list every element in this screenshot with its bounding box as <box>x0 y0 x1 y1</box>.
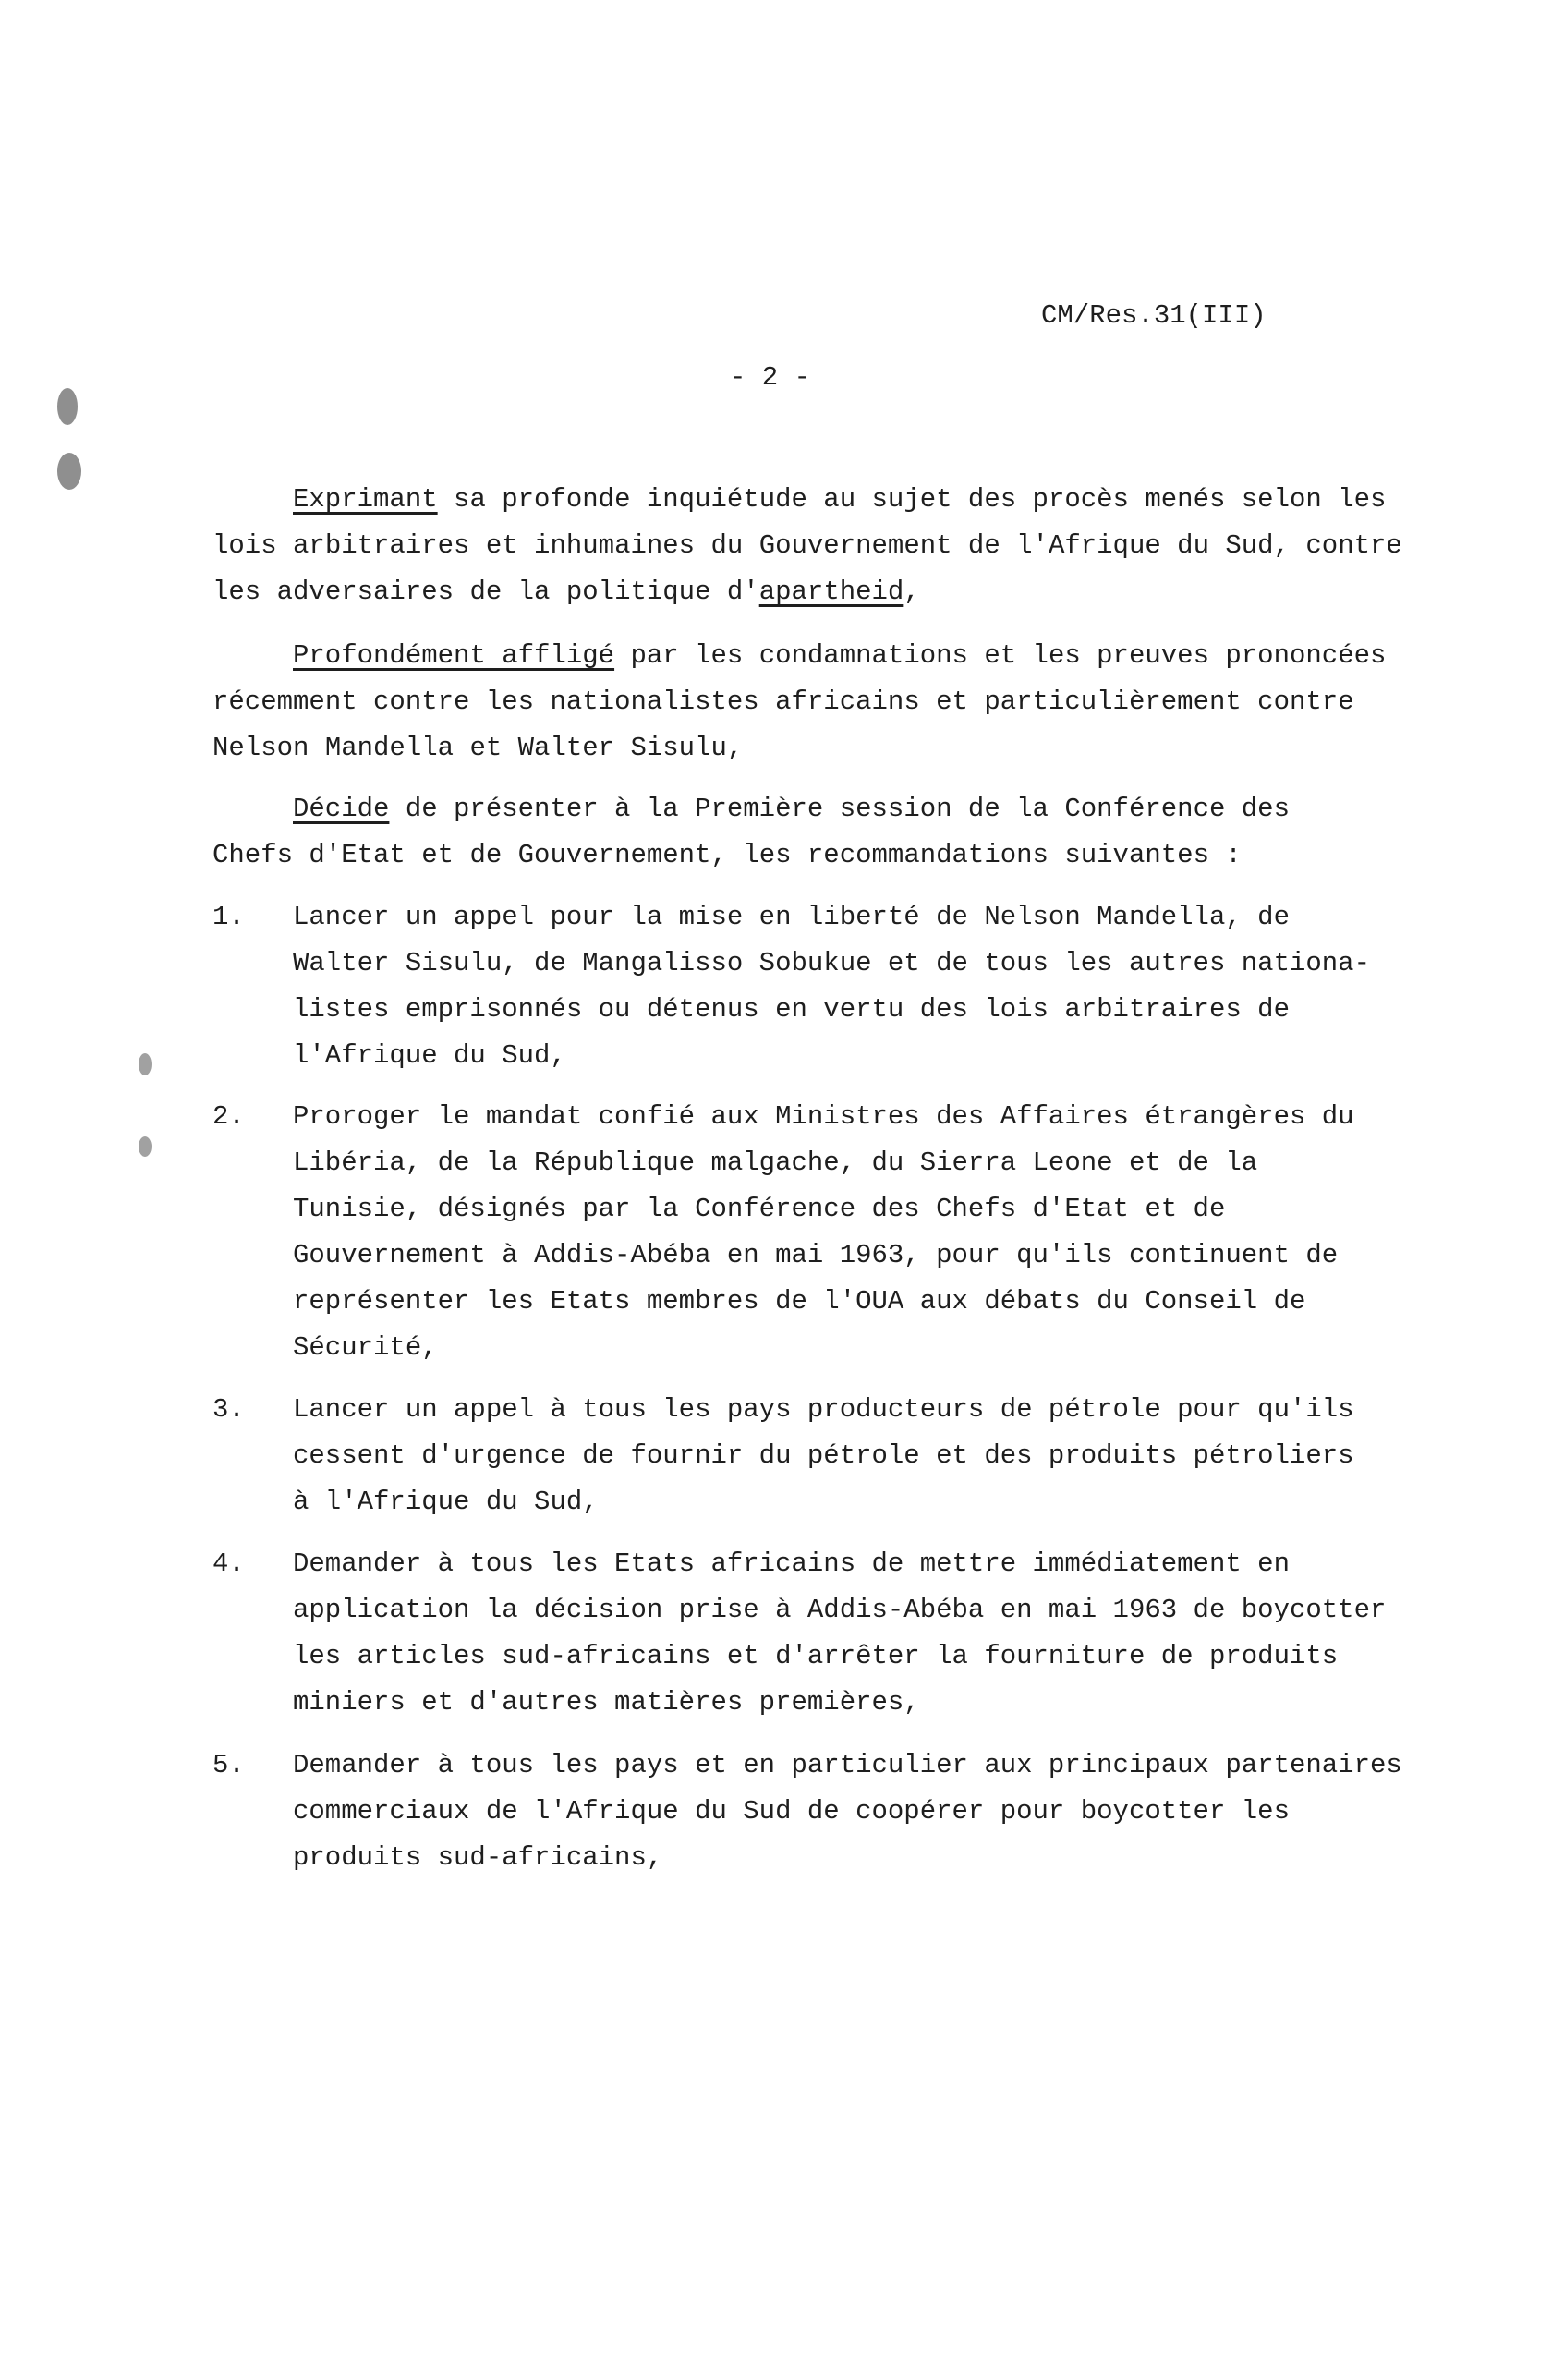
line: récemment contre les nationalistes africains et particulièrement contre <box>212 686 1354 717</box>
paragraph-lead: Exprimant <box>293 484 438 515</box>
line: Demander à tous les pays et en particulier aux principaux partenaires <box>293 1750 1402 1780</box>
paragraph-decide <box>212 786 1432 879</box>
line: Gouvernement à Addis-Abéba en mai 1963, pour qu'ils continuent de <box>293 1240 1339 1270</box>
paragraph-lead: Profondément affligé <box>293 640 615 671</box>
line: listes emprisonnés ou détenus en vertu des lois arbitraires de <box>293 994 1290 1025</box>
line: par les condamnations et les preuves prononcées <box>614 640 1387 671</box>
item-text <box>293 1387 1354 1525</box>
line: représenter les Etats membres de l'OUA aux débats du Conseil de <box>293 1286 1306 1317</box>
item-number: 2. <box>212 1101 245 1132</box>
item-text <box>293 1742 1402 1881</box>
item-text <box>293 1094 1354 1371</box>
line: application la décision prise à Addis-Abéba en mai 1963 de boycotter <box>293 1595 1387 1625</box>
item-number: 3. <box>212 1394 245 1425</box>
line: cessent d'urgence de fournir du pétrole et des produits pétroliers <box>293 1440 1354 1471</box>
line: Proroger le mandat confié aux Ministres des Affaires étrangères du <box>293 1101 1354 1132</box>
line: Libéria, de la République malgache, du Sierra Leone et de la <box>293 1148 1258 1178</box>
line: miniers et d'autres matières premières, <box>293 1687 920 1718</box>
item-text <box>293 1541 1386 1726</box>
underlined-word: apartheid <box>758 577 904 607</box>
line: Lancer un appel pour la mise en liberté de Nelson Mandella, de <box>293 902 1290 932</box>
page-number: - 2 - <box>730 362 811 393</box>
line: l'Afrique du Sud, <box>293 1040 566 1071</box>
line: de présenter à la Première session de la Conférence des <box>389 794 1290 824</box>
line: Demander à tous les Etats africains de mettre immédiatement en <box>293 1548 1290 1579</box>
paragraph-exprimant <box>212 477 1432 615</box>
line: sa profonde inquiétude au sujet des procès menés selon les <box>437 484 1387 515</box>
document-reference: CM/Res.31(III) <box>1041 300 1267 331</box>
line: les articles sud-africains et d'arrêter la fourniture de produits <box>293 1641 1339 1671</box>
line: Walter Sisulu, de Mangalisso Sobukue et de tous les autres nationa- <box>293 948 1370 978</box>
paragraph-profondement <box>212 633 1432 771</box>
punctuation: , <box>903 577 920 607</box>
line: Nelson Mandella et Walter Sisulu, <box>212 733 744 763</box>
item-number: 1. <box>212 902 245 932</box>
line: Sécurité, <box>293 1332 438 1363</box>
line: Chefs d'Etat et de Gouvernement, les recommandations suivantes : <box>212 840 1242 870</box>
item-text <box>293 894 1370 1079</box>
line: lois arbitraires et inhumaines du Gouvernement de l'Afrique du Sud, contre <box>212 530 1402 561</box>
line: produits sud-africains, <box>293 1842 663 1873</box>
item-number: 5. <box>212 1750 245 1780</box>
paragraph-lead: Décide <box>293 794 390 824</box>
line: Tunisie, désignés par la Conférence des Chefs d'Etat et de <box>293 1194 1226 1224</box>
item-number: 4. <box>212 1548 245 1579</box>
line: les adversaires de la politique d' <box>212 577 759 607</box>
line: à l'Afrique du Sud, <box>293 1487 599 1517</box>
line: Lancer un appel à tous les pays producteurs de pétrole pour qu'ils <box>293 1394 1354 1425</box>
line: commerciaux de l'Afrique du Sud de coopérer pour boycotter les <box>293 1796 1290 1827</box>
